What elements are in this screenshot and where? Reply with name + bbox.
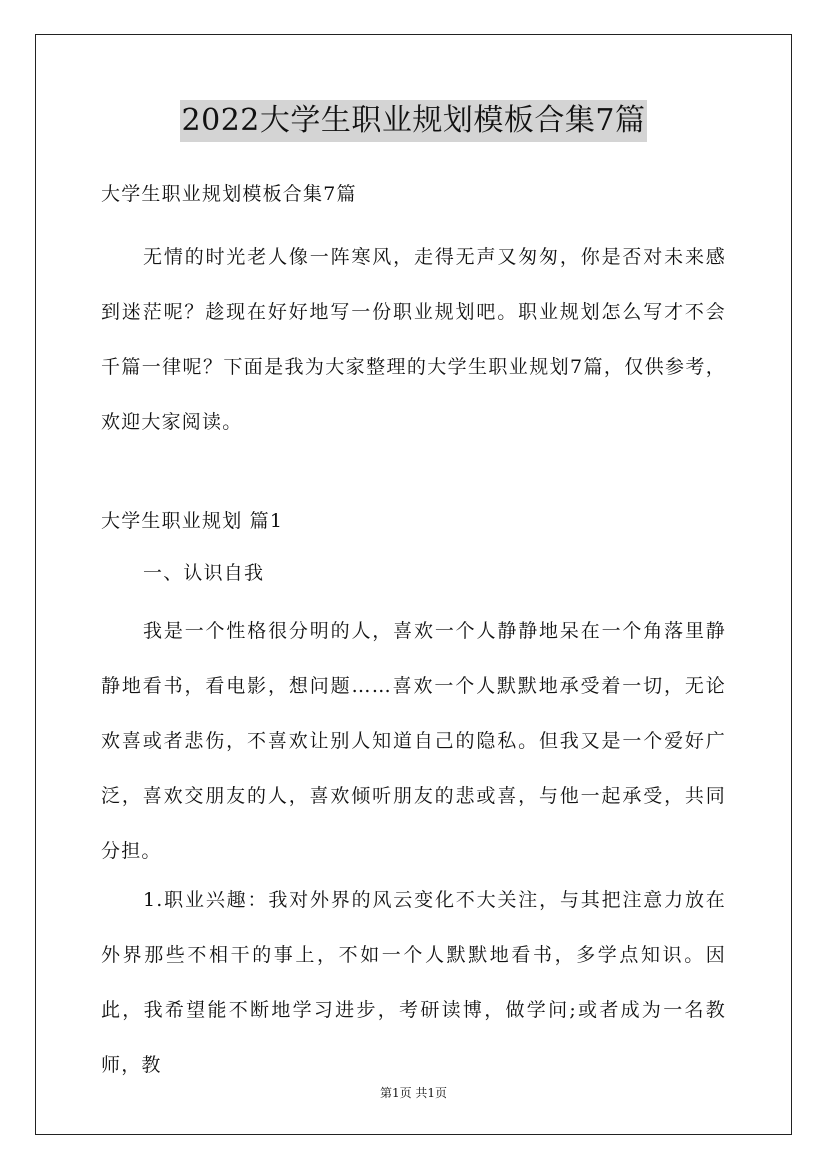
page-footer: 第1页 共1页 — [379, 1086, 448, 1100]
paragraph-2: 1.职业兴趣：我对外界的风云变化不大关注，与其把注意力放在外界那些不相干的事上，不如一个人默默地看书，多学点知识。因此，我希望能不断地学习进步，考研读博，做学问;或者成为一名教师，教 — [101, 889, 726, 1076]
document-title: 2022大学生职业规划模板合集7篇 — [180, 100, 648, 142]
document-subtitle: 大学生职业规划模板合集7篇 — [101, 183, 357, 205]
paragraph-1: 我是一个性格很分明的人，喜欢一个人静静地呆在一个角落里静静地看书，看电影，想问题……喜欢一个人默默地承受着一切，无论欢喜或者悲伤，不喜欢让别人知道自己的隐私。但我又是一个爱好广泛，喜欢交朋友的人，喜欢倾听朋友的悲或喜，与他一起承受，共同分担。 — [101, 620, 726, 862]
section-heading: 大学生职业规划 篇1 — [101, 510, 284, 532]
sub-heading: 一、认识自我 — [143, 562, 265, 584]
intro-paragraph: 无情的时光老人像一阵寒风，走得无声又匆匆，你是否对未来感到迷茫呢？趁现在好好地写一份职业规划吧。职业规划怎么写才不会千篇一律呢？下面是我为大家整理的大学生职业规划7篇，仅供参考，欢迎大家阅读。 — [101, 246, 726, 433]
title-container — [0, 100, 827, 142]
